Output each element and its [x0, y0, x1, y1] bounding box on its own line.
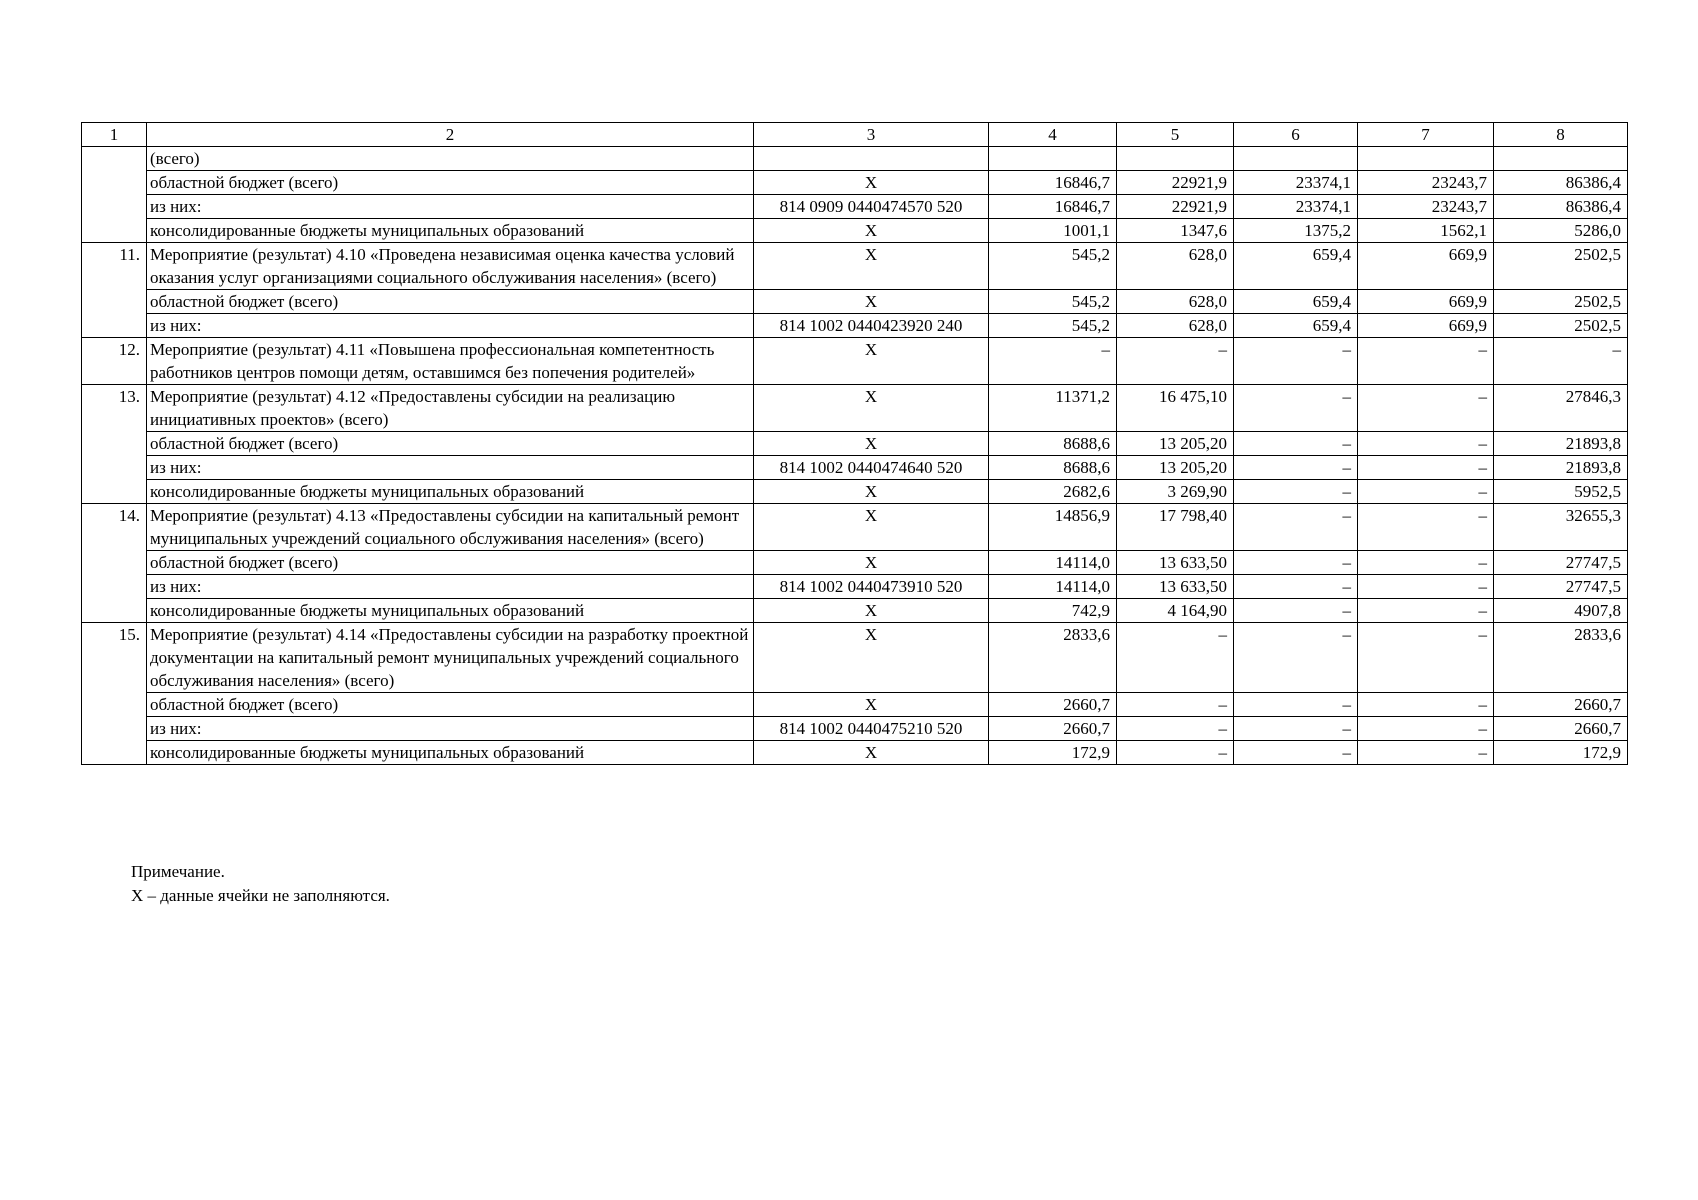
- row-code: Х: [754, 551, 989, 575]
- table-row: [82, 741, 1628, 765]
- table-row: [82, 432, 1628, 456]
- row-value: 23243,7: [1358, 171, 1494, 195]
- row-name: областной бюджет (всего): [147, 693, 754, 717]
- row-value: –: [1234, 551, 1358, 575]
- row-value: 11371,2: [989, 385, 1117, 432]
- row-value: 545,2: [989, 290, 1117, 314]
- row-code: Х: [754, 219, 989, 243]
- row-value: 628,0: [1117, 243, 1234, 290]
- row-code: Х: [754, 432, 989, 456]
- row-value: 27846,3: [1494, 385, 1628, 432]
- row-value: 86386,4: [1494, 171, 1628, 195]
- row-number: 11.: [82, 243, 147, 290]
- row-value: 4907,8: [1494, 599, 1628, 623]
- row-value: 2682,6: [989, 480, 1117, 504]
- row-value: 17 798,40: [1117, 504, 1234, 551]
- row-number: [82, 290, 147, 314]
- table-row: [82, 243, 1628, 290]
- row-name: из них:: [147, 456, 754, 480]
- row-name: (всего): [147, 147, 754, 171]
- row-value: –: [1358, 717, 1494, 741]
- table-row: [82, 693, 1628, 717]
- row-code: Х: [754, 385, 989, 432]
- row-value: 5286,0: [1494, 219, 1628, 243]
- table-row: [82, 147, 1628, 171]
- row-value: 16846,7: [989, 171, 1117, 195]
- column-number: 8: [1494, 123, 1628, 147]
- row-value: 1375,2: [1234, 219, 1358, 243]
- table-row: [82, 171, 1628, 195]
- row-name: консолидированные бюджеты муниципальных образований: [147, 219, 754, 243]
- row-code: Х: [754, 243, 989, 290]
- row-value: –: [1234, 693, 1358, 717]
- row-value: –: [1234, 432, 1358, 456]
- row-value: 669,9: [1358, 314, 1494, 338]
- row-value: –: [1234, 599, 1358, 623]
- row-value: 659,4: [1234, 290, 1358, 314]
- row-value: –: [1358, 575, 1494, 599]
- row-code: 814 1002 0440473910 520: [754, 575, 989, 599]
- row-value: 669,9: [1358, 290, 1494, 314]
- row-name: областной бюджет (всего): [147, 171, 754, 195]
- row-value: 2660,7: [989, 693, 1117, 717]
- table-body: [82, 147, 1628, 765]
- row-value: [1234, 147, 1358, 171]
- row-value: 16 475,10: [1117, 385, 1234, 432]
- row-name: из них:: [147, 717, 754, 741]
- row-value: 14114,0: [989, 575, 1117, 599]
- row-code: Х: [754, 693, 989, 717]
- row-value: 545,2: [989, 243, 1117, 290]
- note-text: Х – данные ячейки не заполняются.: [131, 886, 390, 905]
- row-value: 23374,1: [1234, 195, 1358, 219]
- row-code: Х: [754, 623, 989, 693]
- row-number: [82, 219, 147, 243]
- column-number: 7: [1358, 123, 1494, 147]
- row-number: [82, 599, 147, 623]
- row-value: –: [1234, 456, 1358, 480]
- row-value: 2502,5: [1494, 243, 1628, 290]
- row-value: –: [1117, 623, 1234, 693]
- table-row: [82, 551, 1628, 575]
- row-number: [82, 432, 147, 456]
- row-value: 1562,1: [1358, 219, 1494, 243]
- row-value: –: [1358, 432, 1494, 456]
- row-value: –: [1117, 693, 1234, 717]
- row-number: [82, 551, 147, 575]
- row-value: 22921,9: [1117, 195, 1234, 219]
- row-value: –: [1234, 385, 1358, 432]
- row-value: 659,4: [1234, 314, 1358, 338]
- table-row: [82, 314, 1628, 338]
- row-value: 14114,0: [989, 551, 1117, 575]
- row-value: 2660,7: [1494, 693, 1628, 717]
- row-value: –: [1358, 480, 1494, 504]
- row-value: 2660,7: [1494, 717, 1628, 741]
- row-value: [989, 147, 1117, 171]
- row-code: Х: [754, 741, 989, 765]
- row-value: 86386,4: [1494, 195, 1628, 219]
- table-row: [82, 290, 1628, 314]
- row-value: 669,9: [1358, 243, 1494, 290]
- row-value: 1347,6: [1117, 219, 1234, 243]
- row-code: Х: [754, 290, 989, 314]
- row-number: [82, 456, 147, 480]
- row-value: 2502,5: [1494, 314, 1628, 338]
- row-name: областной бюджет (всего): [147, 290, 754, 314]
- row-value: 13 205,20: [1117, 432, 1234, 456]
- row-value: 13 633,50: [1117, 575, 1234, 599]
- row-name: Мероприятие (результат) 4.11 «Повышена профессиональная компетентность работников центров помощи детям, оставшимся без попечения родителей»: [147, 338, 754, 385]
- row-number: 13.: [82, 385, 147, 432]
- row-number: 12.: [82, 338, 147, 385]
- row-code: 814 1002 0440474640 520: [754, 456, 989, 480]
- row-name: консолидированные бюджеты муниципальных образований: [147, 599, 754, 623]
- row-value: –: [1234, 504, 1358, 551]
- table-row: [82, 575, 1628, 599]
- row-value: –: [1358, 599, 1494, 623]
- row-number: 14.: [82, 504, 147, 551]
- row-value: [1494, 147, 1628, 171]
- row-value: –: [1234, 623, 1358, 693]
- column-number: 2: [147, 123, 754, 147]
- row-value: 5952,5: [1494, 480, 1628, 504]
- table-row: [82, 456, 1628, 480]
- row-value: 2502,5: [1494, 290, 1628, 314]
- row-name: Мероприятие (результат) 4.12 «Предоставлены субсидии на реализацию инициативных проектов» (всего): [147, 385, 754, 432]
- row-value: 2660,7: [989, 717, 1117, 741]
- row-value: –: [1358, 338, 1494, 385]
- row-name: Мероприятие (результат) 4.10 «Проведена независимая оценка качества условий оказания услуг организациями социального обслуживания населения» (всего): [147, 243, 754, 290]
- row-number: [82, 195, 147, 219]
- row-code: 814 1002 0440423920 240: [754, 314, 989, 338]
- table-row: [82, 385, 1628, 432]
- row-code: [754, 147, 989, 171]
- row-value: 172,9: [1494, 741, 1628, 765]
- row-value: –: [1234, 575, 1358, 599]
- row-value: 172,9: [989, 741, 1117, 765]
- column-number: 4: [989, 123, 1117, 147]
- row-number: [82, 147, 147, 171]
- row-code: Х: [754, 480, 989, 504]
- row-value: –: [1358, 623, 1494, 693]
- column-number: 3: [754, 123, 989, 147]
- budget-table: [81, 122, 1628, 765]
- row-value: 23243,7: [1358, 195, 1494, 219]
- row-code: 814 1002 0440475210 520: [754, 717, 989, 741]
- column-number: 6: [1234, 123, 1358, 147]
- row-value: 545,2: [989, 314, 1117, 338]
- row-value: 23374,1: [1234, 171, 1358, 195]
- row-name: Мероприятие (результат) 4.13 «Предоставлены субсидии на капитальный ремонт муниципальных учреждений социального обслуживания населения» (всего): [147, 504, 754, 551]
- row-value: –: [1234, 717, 1358, 741]
- row-value: 8688,6: [989, 432, 1117, 456]
- row-code: Х: [754, 338, 989, 385]
- row-value: 27747,5: [1494, 575, 1628, 599]
- row-name: консолидированные бюджеты муниципальных образований: [147, 480, 754, 504]
- row-value: 742,9: [989, 599, 1117, 623]
- column-number: 5: [1117, 123, 1234, 147]
- row-value: –: [989, 338, 1117, 385]
- row-value: 32655,3: [1494, 504, 1628, 551]
- row-value: –: [1358, 551, 1494, 575]
- row-value: –: [1358, 385, 1494, 432]
- row-name: областной бюджет (всего): [147, 551, 754, 575]
- row-value: [1117, 147, 1234, 171]
- note-title: Примечание.: [131, 862, 225, 881]
- row-code: Х: [754, 504, 989, 551]
- row-number: [82, 741, 147, 765]
- table-row: [82, 338, 1628, 385]
- row-value: –: [1234, 338, 1358, 385]
- row-value: 659,4: [1234, 243, 1358, 290]
- row-value: 27747,5: [1494, 551, 1628, 575]
- row-number: [82, 480, 147, 504]
- row-value: 21893,8: [1494, 456, 1628, 480]
- table-row: [82, 717, 1628, 741]
- row-value: –: [1117, 717, 1234, 741]
- row-value: –: [1234, 741, 1358, 765]
- table-row: [82, 480, 1628, 504]
- row-name: из них:: [147, 314, 754, 338]
- row-number: 15.: [82, 623, 147, 693]
- row-value: 22921,9: [1117, 171, 1234, 195]
- row-code: Х: [754, 599, 989, 623]
- row-name: Мероприятие (результат) 4.14 «Предоставлены субсидии на разработку проектной документации на капитальный ремонт муниципальных учреждений социального обслуживания населения» (всего): [147, 623, 754, 693]
- row-code: Х: [754, 171, 989, 195]
- table-row: [82, 195, 1628, 219]
- column-number-row: [82, 123, 1628, 147]
- row-value: –: [1358, 741, 1494, 765]
- row-code: 814 0909 0440474570 520: [754, 195, 989, 219]
- row-value: [1358, 147, 1494, 171]
- table-row: [82, 504, 1628, 551]
- row-value: 3 269,90: [1117, 480, 1234, 504]
- row-value: –: [1117, 741, 1234, 765]
- row-number: [82, 717, 147, 741]
- row-number: [82, 314, 147, 338]
- row-value: 21893,8: [1494, 432, 1628, 456]
- row-value: –: [1117, 338, 1234, 385]
- row-value: –: [1358, 456, 1494, 480]
- row-value: 628,0: [1117, 314, 1234, 338]
- row-value: 16846,7: [989, 195, 1117, 219]
- column-number: 1: [82, 123, 147, 147]
- row-number: [82, 693, 147, 717]
- row-value: –: [1358, 693, 1494, 717]
- row-value: 2833,6: [989, 623, 1117, 693]
- row-value: 4 164,90: [1117, 599, 1234, 623]
- row-value: 8688,6: [989, 456, 1117, 480]
- row-number: [82, 171, 147, 195]
- row-value: 1001,1: [989, 219, 1117, 243]
- row-value: 628,0: [1117, 290, 1234, 314]
- row-value: –: [1358, 504, 1494, 551]
- row-value: –: [1234, 480, 1358, 504]
- row-name: областной бюджет (всего): [147, 432, 754, 456]
- table-row: [82, 599, 1628, 623]
- row-name: из них:: [147, 575, 754, 599]
- table-row: [82, 219, 1628, 243]
- row-name: из них:: [147, 195, 754, 219]
- row-value: –: [1494, 338, 1628, 385]
- table-row: [82, 623, 1628, 693]
- row-number: [82, 575, 147, 599]
- row-value: 2833,6: [1494, 623, 1628, 693]
- row-value: 13 205,20: [1117, 456, 1234, 480]
- row-name: консолидированные бюджеты муниципальных образований: [147, 741, 754, 765]
- row-value: 13 633,50: [1117, 551, 1234, 575]
- row-value: 14856,9: [989, 504, 1117, 551]
